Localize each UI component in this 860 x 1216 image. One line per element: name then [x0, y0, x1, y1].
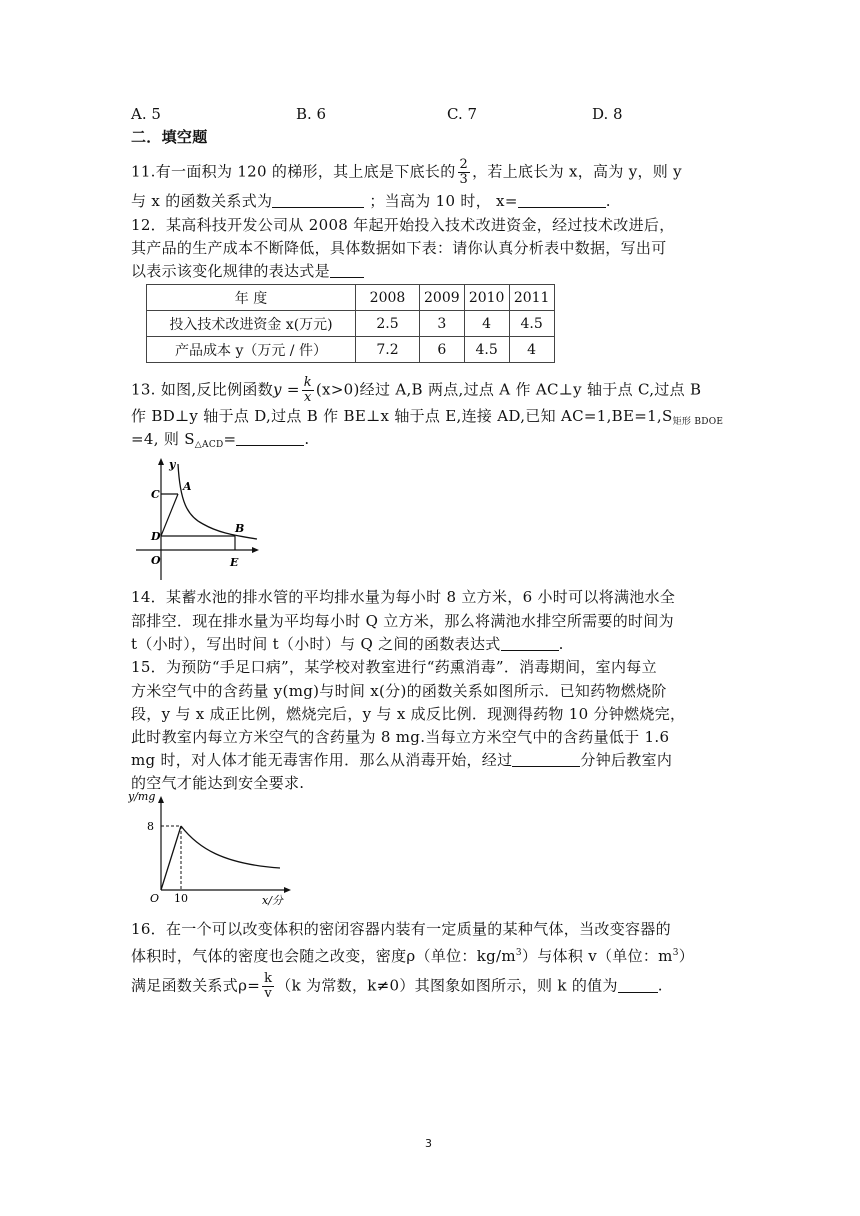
q13-figure: [131, 456, 261, 584]
q12-data-table: [146, 284, 555, 363]
option-d: D. 8: [592, 105, 623, 123]
table-cell: 4: [464, 311, 509, 337]
q11-blank-1[interactable]: [272, 193, 364, 208]
q11-line2: 与 x 的函数关系式为 ；当高为 10 时， x= .: [131, 192, 611, 210]
table-cell: 6: [420, 337, 465, 363]
q13-fig-label: O: [151, 554, 161, 567]
q15-line6: 的空气才能达到安全要求.: [131, 774, 305, 792]
q15-fig-label: 10: [174, 892, 188, 905]
q14-line1: 14．某蓄水池的排水管的平均排水量为每小时 8 立方米，6 小时可以将满池水全: [131, 588, 676, 606]
table-cell: 4.5: [509, 311, 554, 337]
q14-line2: 部排空．现在排水量为平均每小时 Q 立方米，那么将满池水排空所需要的时间为: [131, 612, 674, 630]
q15-line2: 方米空气中的含药量 y(mg)与时间 x(分)的函数关系如图所示．已知药物燃烧阶: [131, 682, 667, 700]
q12-line2: 其产品的生产成本不断降低，具体数据如下表：请你认真分析表中数据，写出可: [131, 239, 667, 257]
table-cell: 2.5: [356, 311, 420, 337]
table-header-cell: 年 度: [147, 285, 356, 311]
q16-line2: 体积时，气体的密度也会随之改变，密度ρ（单位：$kg/m^3$）与体积 v（单位：$m^3$）: [131, 947, 695, 965]
q14-blank[interactable]: [501, 636, 559, 651]
q15-figure: [128, 788, 298, 908]
q12-line1: 12．某高科技开发公司从 2008 年起开始投入技术改进资金，经过技术改进后，: [131, 216, 675, 234]
q13-line1: 13. 如图,反比例函数y = $\frac{k}{x}$ (x>0)经过 A,B 两点,过点 A 作 AC⊥y 轴于点 C,过点 B: [131, 375, 702, 405]
q13-line3: =4, 则 $S_{\triangle ACD}=$ .: [131, 430, 310, 450]
q11-line1: 11.有一面积为 120 的梯形，其上底是下底长的 $\frac{2}{3}$ ，若上底长为 x，高为 y，则 y: [131, 157, 682, 187]
table-header-row: [147, 285, 555, 311]
table-header-cell: 2011: [509, 285, 554, 311]
table-cell: 产品成本 y（万元 / 件）: [147, 337, 356, 363]
q16-blank[interactable]: [618, 978, 658, 993]
q16-line1: 16．在一个可以改变体积的密闭容器内装有一定质量的某种气体，当改变容器的: [131, 920, 671, 938]
q13-fig-label: A: [183, 480, 192, 493]
q12-line3: 以表示该变化规律的表达式是: [131, 260, 364, 282]
option-c: C. 7: [447, 105, 478, 123]
q11-blank-2[interactable]: [518, 193, 606, 208]
table-header-cell: 2008: [356, 285, 420, 311]
q15-line5: mg 时，对人体才能无毒害作用．那么从消毒开始，经过 分钟后教室内: [131, 751, 673, 769]
page-number: 3: [425, 1137, 432, 1150]
table-cell: 3: [420, 311, 465, 337]
q15-fig-ylabel: y/mg: [128, 790, 156, 803]
q13-fig-label: y: [169, 458, 176, 471]
q13-fig-label: C: [151, 488, 160, 501]
option-a: A. 5: [131, 105, 161, 123]
q12-blank[interactable]: [330, 263, 364, 278]
q15-blank[interactable]: [512, 752, 580, 767]
table-header-cell: 2009: [420, 285, 465, 311]
option-b: B. 6: [296, 105, 327, 123]
section-title: 二．填空题: [131, 128, 208, 146]
q13-fig-label: D: [151, 530, 161, 543]
table-cell: 4: [509, 337, 554, 363]
q11-fraction: $\frac{2}{3}$: [459, 157, 469, 187]
q13-line2: 作 BD⊥y 轴于点 D,过点 B 作 BE⊥x 轴于点 E,连接 AD,已知 $AC=1,BE=1,S_{矩形 BDOE}$: [131, 407, 724, 427]
q15-line4: 此时教室内每立方米空气的含药量为 8 mg.当每立方米空气中的含药量低于 1.6: [131, 728, 670, 746]
q13-fig-label: E: [230, 556, 239, 569]
table-header-cell: 2010: [464, 285, 509, 311]
q14-line3: t（小时），写出时间 t（小时）与 Q 之间的函数表达式 .: [131, 635, 564, 653]
q15-fig-label: 8: [147, 820, 154, 833]
table-cell: 投入技术改进资金 x(万元): [147, 311, 356, 337]
table-cell: 4.5: [464, 337, 509, 363]
table-cell: 7.2: [356, 337, 420, 363]
q15-fig-xlabel: x/分: [262, 894, 283, 907]
q13-blank[interactable]: [236, 431, 304, 446]
q13-fig-label: B: [235, 522, 245, 535]
table-row: [147, 337, 555, 363]
q15-fig-label: O: [150, 892, 160, 905]
q16-line3: 满足函数关系式ρ= $\frac{k}{v}$ （k 为常数，k≠0）其图象如图所示，则 k 的值为 .: [131, 971, 663, 1001]
q15-line3: 段，y 与 x 成正比例，燃烧完后，y 与 x 成反比例．现测得药物 10 分钟燃烧完，: [131, 705, 686, 723]
q15-line1: 15．为预防“手足口病”，某学校对教室进行“药熏消毒”．消毒期间，室内每立: [131, 658, 657, 676]
table-row: [147, 311, 555, 337]
